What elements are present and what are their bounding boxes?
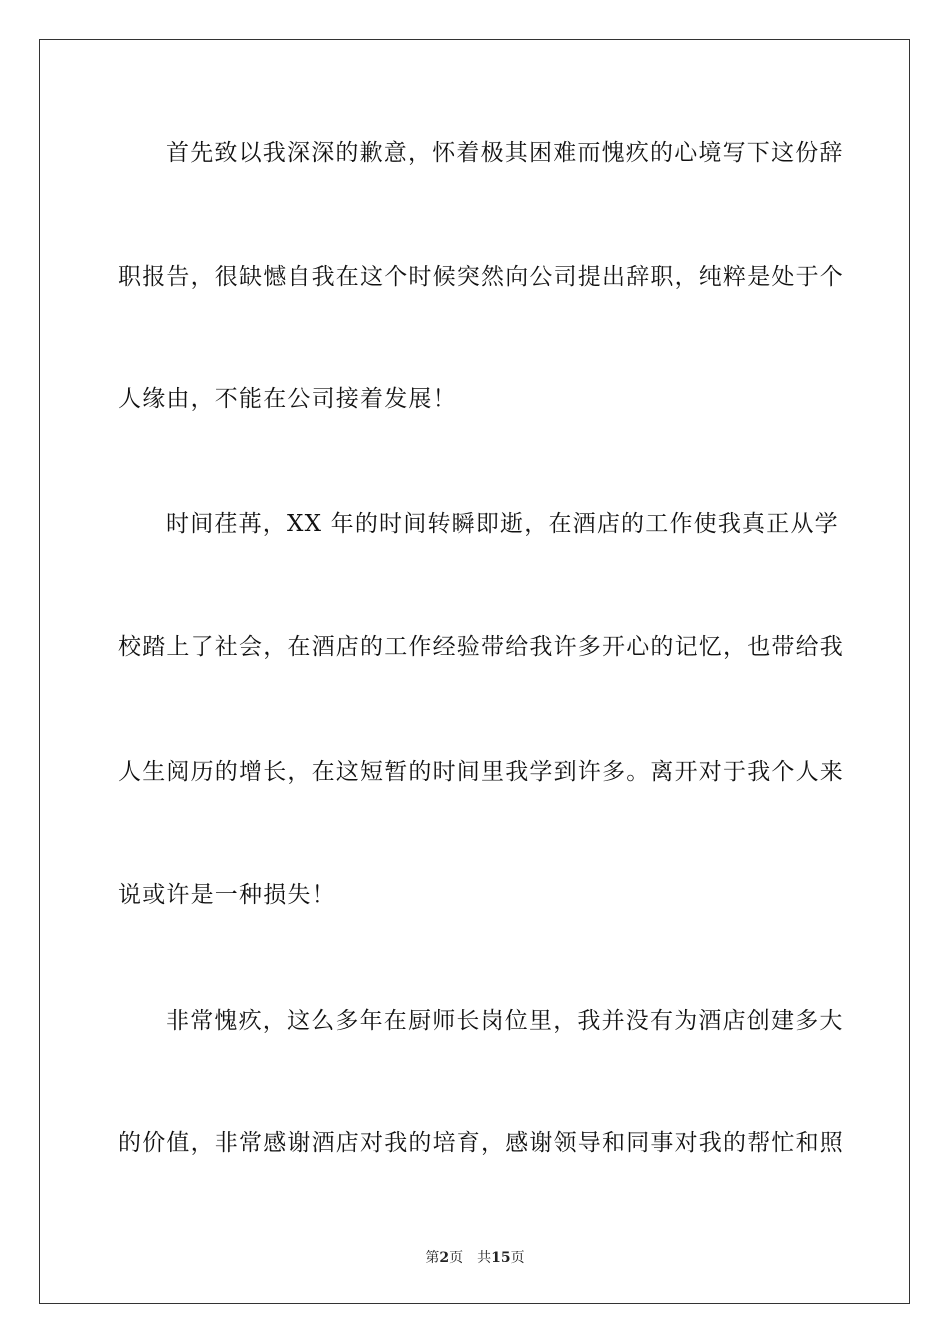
paragraph-2-line-2: 校踏上了社会，在酒店的工作经验带给我许多开心的记忆，也带给我 xyxy=(118,634,844,660)
paragraph-3-line-2: 的价值，非常感谢酒店对我的培育，感谢领导和同事对我的帮忙和照 xyxy=(118,1130,844,1156)
footer-page-suffix: 页 xyxy=(449,1250,464,1266)
paragraph-1-line-1: 首先致以我深深的歉意，怀着极其困难而愧疚的心境写下这份辞 xyxy=(166,140,844,166)
footer-page-number: 2 xyxy=(439,1250,450,1266)
paragraph-3-line-1: 非常愧疚，这么多年在厨师长岗位里，我并没有为酒店创建多大 xyxy=(166,1008,844,1034)
paragraph-2-line-4: 说或许是一种损失！ xyxy=(118,882,336,908)
footer-total-suffix: 页 xyxy=(510,1250,525,1266)
footer-total-pages: 15 xyxy=(491,1250,511,1266)
footer-total-prefix: 共 xyxy=(477,1250,492,1266)
page-footer xyxy=(0,1249,950,1267)
page-border xyxy=(39,39,910,1304)
paragraph-1-line-2: 职报告，很缺憾自我在这个时候突然向公司提出辞职，纯粹是处于个 xyxy=(118,264,844,290)
paragraph-2-line-1: 时间荏苒，XX 年的时间转瞬即逝，在酒店的工作使我真正从学 xyxy=(166,511,839,537)
paragraph-2-line-3: 人生阅历的增长，在这短暂的时间里我学到许多。离开对于我个人来 xyxy=(118,759,844,785)
paragraph-1-line-3: 人缘由，不能在公司接着发展！ xyxy=(118,386,457,412)
footer-page-prefix: 第 xyxy=(425,1250,440,1266)
